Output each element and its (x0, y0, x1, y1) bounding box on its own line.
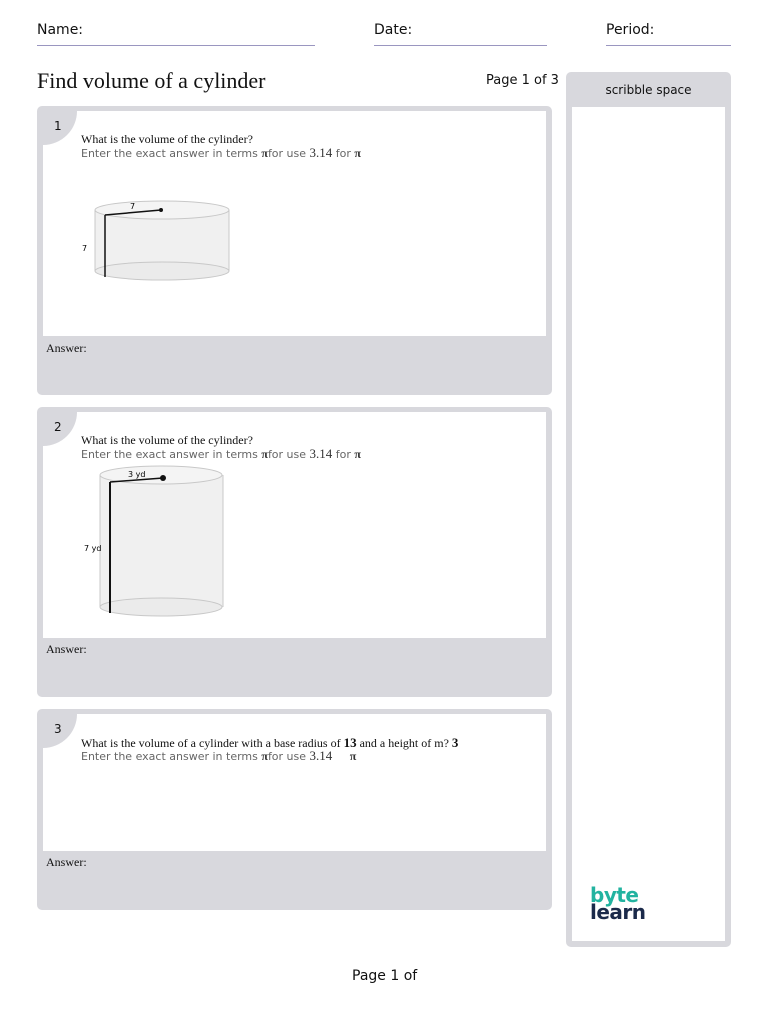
pi-symbol: π (354, 447, 361, 461)
period-label: Period: (606, 22, 655, 38)
page-indicator: Page 1 of 3 (486, 73, 559, 88)
problem-content-2 (43, 412, 546, 638)
name-label: Name: (37, 22, 84, 38)
pi-symbol: π (261, 749, 268, 763)
scribble-area[interactable] (572, 107, 725, 941)
problem-number-badge: 2 (43, 412, 77, 446)
worksheet-title: Find volume of a cylinder (37, 68, 266, 93)
height-label: 7 (82, 244, 88, 253)
name-line[interactable] (37, 45, 315, 46)
answer-label: Answer: (46, 855, 87, 869)
cylinder-figure-2 (43, 412, 546, 638)
approx-value: 3.14 (309, 748, 333, 763)
question-text: What is the volume of the cylinder? (81, 132, 253, 146)
radius-label: 3 yd (128, 470, 146, 479)
page-footer: Page 1 of (352, 968, 418, 984)
pi-symbol: π (261, 146, 268, 160)
problem-content-1 (43, 111, 546, 336)
scribble-title: scribble space (605, 83, 692, 97)
answer-label: Answer: (46, 341, 87, 355)
instruction-text: Enter the exact answer in terms πfor use 3.14 for π (81, 145, 361, 160)
answer-area-2[interactable] (37, 638, 552, 697)
question-text: What is the volume of the cylinder? (81, 433, 253, 447)
problem-card-1 (37, 106, 552, 395)
date-label: Date: (374, 22, 413, 38)
bytelearn-logo: byte learn (590, 883, 646, 924)
radius-label: 7 (130, 202, 136, 211)
date-line[interactable] (374, 45, 547, 46)
instruction-text: Enter the exact answer in terms πfor use 3.14 for π (81, 446, 361, 461)
height-label: 7 yd (84, 544, 102, 553)
problem-content-3 (43, 714, 546, 851)
answer-area-1[interactable] (37, 336, 552, 395)
problem-card-3 (37, 709, 552, 910)
problem-number-badge: 1 (43, 111, 77, 145)
period-line[interactable] (606, 45, 731, 46)
scribble-panel (566, 72, 731, 947)
problem-number-badge: 3 (43, 714, 77, 748)
pi-symbol: π (261, 447, 268, 461)
approx-value: 3.14 (309, 446, 333, 461)
instruction-text: Enter the exact answer in terms πfor use 3.14 π (81, 748, 357, 763)
answer-label: Answer: (46, 642, 87, 656)
problem-card-2 (37, 407, 552, 697)
cylinder-figure-1 (43, 111, 546, 336)
question-text: What is the volume of a cylinder with a base radius of 13 and a height of m? 3 (81, 735, 459, 750)
pi-symbol: π (349, 749, 357, 763)
answer-area-3[interactable] (37, 851, 552, 910)
approx-value: 3.14 (309, 145, 333, 160)
pi-symbol: π (354, 146, 361, 160)
